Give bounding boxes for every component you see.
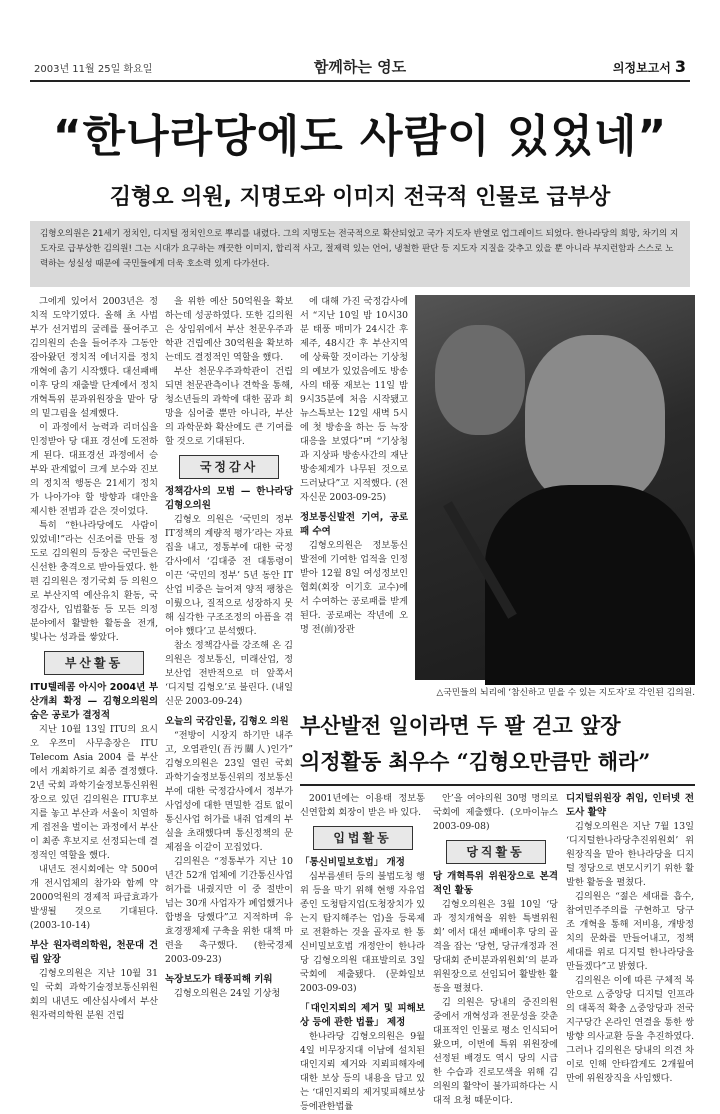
portrait-face	[525, 335, 665, 505]
column-2	[165, 295, 293, 1001]
paragraph: 심부름센터 등의 불법도청 행위 등을 막기 위해 현행 자유업종인 도청탐지업(도청장치가 있는지 탐지해주는 업)을 등록제로 전환하는 것을 골자로 한 통신비밀보호법 개정안이 한나라당 김형오의원 대표발의로 3일 국회에 제출됐다. (문화일보 2003-09-03)	[300, 871, 425, 994]
paragraph: 에 대해 가진 국정감사에서 “지난 10일 밤 10시30분 태풍 매미가 24시간 후 제주, 48시간 후 부산지역에 상륙할 것이라는 기상청의 예보가 있었음에도 방송사의 태풍 재보는 11일 밤 9시35분에 처음 시작됐고 뉴스특보는 12일 새벽 5시에 첫 방송을 하는 등 늑장대응을 보였다”며 “기상청과 지상파 방송사간의 재난방송체계가 나무된 것으로 드러났다”고 지적했다. (전자신문 2003-09-25)	[300, 296, 408, 503]
divider	[300, 784, 695, 786]
paragraph: 그에게 있어서 2003년은 정치적 도약기였다. 올해 초 사법부가 선거법의 굴레를 풀어주고 김의원의 손을 들어주자 그동안 잠아왔던 정치적 에너지를 정치개혁에 촘기 시작했다. 대선패배 이후 당의 재출발 단계에서 정치개혁특위 분과위원장을 맡아 당의 밑그림을 설계했다.	[30, 296, 158, 419]
paragraph: 안’을 여야의원 30명 명의로 국회에 제출했다. (오마이뉴스 2003-09-08)	[433, 793, 558, 832]
issue-date: 2003년 11월 25일 화요일	[34, 64, 153, 75]
paragraph: 김의원은 이에 따른 구체적 복안으로 △중앙당 디지털 인프라의 대폭적 확충 △중앙당과 전국 지구당간 온라인 연결을 통한 쌍방향 의사교환 등을 추진하였다. 그러나 김의원은 당내의 의견 차이로 인해 안타깝게도 2개월여 만에 위원장직을 사임했다.	[566, 975, 694, 1084]
paragraph: 부산 천문우주과학관이 건립되면 천문관측이나 견학을 통해, 청소년들의 과학에 대한 꿈과 희망을 심어줄 뿐만 아니라, 부산의 과학문화 확산에도 큰 기여를 할 것으로 기대된다.	[165, 366, 293, 447]
section-title: 함께하는 영도	[313, 58, 407, 76]
subheading: 녹장보도가 태풍피해 키워	[165, 974, 273, 985]
subheading: 정보통신발전 기여, 공로패 수여	[300, 512, 408, 537]
paragraph: 을 위한 예산 50억원을 확보하는데 성공하였다. 또한 김의원은 상임위에서 부산 천문우주과학관 건립예산 30억원을 확보하는데도 결정적인 역할을 했다.	[165, 296, 293, 363]
portrait-photo	[415, 295, 695, 680]
feature-headline	[300, 708, 695, 780]
subheading: 오늘의 국감인물, 김형오 의원	[165, 716, 289, 727]
background-person	[435, 325, 525, 435]
section-tag-busan: 부산활동	[44, 651, 144, 675]
paragraph: 내년도 전시회에는 약 500여개 전시업체의 참가와 함께 약 2000억원의 경제적 파급효과가 발생될 것으로 기대된다. (2003-10-14)	[30, 864, 158, 931]
section-tag-party: 당직활동	[446, 840, 546, 864]
paragraph: 김의원은 “젊은 세대를 흡수, 참여민주주의를 구현하고 당구조 개혁을 통해 저비용, 개방정치의 문화를 만들어내고, 정책 세대를 위로 디지털 한나라당을 만들겠다”고 밝혔다.	[566, 891, 694, 972]
publication-name	[613, 57, 686, 76]
subheading: ITU텔레콤 아시아 2004년 부산개최 확정 — 김형오의원의 숨은 공로가 결정적	[30, 682, 158, 721]
paragraph: 2001년에는 이용태 정보통신연합회 회장이 받은 바 있다.	[300, 793, 425, 818]
photo-caption: △국민들의 뇌리에 ‘참신하고 믿을 수 있는 지도자’로 각인된 김의원.	[436, 688, 695, 698]
paragraph: 이 과정에서 능력과 리더십을 인정받아 당 대표 경선에 도전하게 된다. 대표경선 과정에서 승부와 관계없이 크게 보수와 진보의 정치적 행동은 21세기 정치가 나아가야 할 방향과 대안을 제시한 전범과 같은 것이었다.	[30, 422, 158, 517]
column-5	[433, 792, 558, 1108]
paragraph: 참소 정책감사를 강조해 온 김의원은 정보통신, 미래산업, 정보산업 전반적으로 더 앞쪽서 ‘디지털 김형오’로 불린다. (내일신문 2003-09-24)	[165, 640, 293, 707]
main-headline: “한나라당에도 사람이 있었네”	[52, 111, 668, 162]
page-header	[30, 52, 690, 82]
feature-headline-line1: 부산발전 일이라면 두 팔 걷고 앞장	[300, 713, 621, 738]
paragraph: 김형오의원은 3월 10일 ‘당과 정치개혁을 위한 특별위원회’ 에서 대선 패배이후 당의 골격을 잡는 ‘당헌, 당규개정과 전당대회 준비분과위원회’의 분과위원장으로 선임되어 활발한 활동을 펼쳤다.	[433, 899, 558, 994]
column-1	[30, 295, 158, 1023]
portrait-suit	[485, 485, 695, 685]
paragraph: 김형오의원은 24일 기상청	[174, 988, 281, 999]
section-tag-legislation: 입법활동	[313, 826, 413, 850]
subheading: 부산 원자력의학원, 천문대 건립 앞장	[30, 940, 158, 965]
subheadline: 김형오 의원, 지명도와 이미지 전국적 인물로 급부상	[109, 185, 611, 210]
lede-box: 김형오의원은 21세기 정치인, 디지털 정치인으로 뿌리를 내렸다. 그의 지명도는 전국적으로 확산되었고 국가 지도자 반열로 업그레이드 되었다. 한나라당의 희망, 차기의 지도자로 급부상한 김의원! 그는 시대가 요구하는 깨끗한 이미지, 합리적 사고, 절제력 있는 언어, 냉철한 판단 등 지도자 지질을 갖추고 있을 뿐 아니라 부지런함과 스스로 노력하는 성실성 때문에 국민들에게 더욱 호소력 있게 다가선다.	[30, 221, 690, 287]
subheading: 당 개혁특위 위원장으로 본격적인 활동	[433, 871, 558, 896]
paragraph: 김형오의원은 정보통신 발전에 기여한 업적을 인정받아 12월 8일 여성정보인협회(회장 이기호 교수)에서 수여하는 공로패를 받게 된다. 공로패는 작년에 오명 전(前)장관	[300, 540, 408, 635]
subheading: 「통신비밀보호법」 개정	[300, 857, 405, 868]
paragraph: “전방이 시장지 하기만 내주고, 오염관인(吾汚關人)인가” 김형오의원은 23일 열린 국회 과학기술정보통신위의 정보통신부에 대한 국정감사에서 정부가 사업성에 대한 면밀한 검토 없이 통신사업 허가를 내줘 업계의 부실을 초래했다며 통신정책의 문제점을 이같이 꼬집었다.	[165, 730, 293, 853]
feature-headline-line2: 의정활동 최우수 “김형오만큼만 해라”	[300, 749, 651, 774]
paragraph: 김 의원은 당내의 중진의원 중에서 개혁성과 전문성을 갖춘 대표적인 인물로 평소 인식되어 왔으며, 이번에 특위 위원장에 선정된 배경도 역시 당의 시급한 수습과 진로모색을 위해 김의원의 활약이 불가피하다는 시대적 요청 때문이다.	[433, 997, 558, 1106]
paragraph: 지난 10월 13일 ITU의 요시오 우쯔미 사무총장은 ITU Telecom Asia 2004 를 부산에서 개최하기로 최종 결정했다. 2년 국회 과학기술정보통신위원장으로 있던 김의원은 ITU후보지를 놓고 부산과 서울이 치열하게 접전을 벌이는 과정에서 부산이 최종 후보지로 선정되는데 결정적인 역할을 했다.	[30, 724, 158, 861]
column-4	[300, 792, 425, 1114]
paragraph: 한나라당 김형오의원은 9월 4일 비무장지대 이남에 설치된 대인지뢰 제거와 지뢰피해자에 대한 보상 등의 내용을 담고 있는 ‘대인지뢰의 제거및피해보상등에관한법률	[300, 1031, 425, 1112]
subheading: 「대인지뢰의 제거 및 피해보상 등에 관한 법률」 제정	[300, 1003, 425, 1028]
column-3	[300, 295, 408, 637]
paragraph: 김형오 의원은 ‘국민의 정부 IT정책의 계량적 평가’라는 자료집을 내고, 정통부에 대한 국정감사에서 ‘김대중 전 대통령이 이끈 ‘국민의 정부’ 5년 동안 IT산업 비중은 늘어져 양적 팽창은 이뤘으나, 질적으로 성장하지 못해 심각한 구조조정의 아픔을 겪어야 했다’고 분석했다.	[165, 514, 293, 637]
subheading: 디지털위원장 취임, 인터넷 전도사 활약	[566, 793, 694, 818]
section-tag-audit: 국정감사	[179, 455, 279, 479]
paragraph: 김의원은 “정통부가 지난 10년간 52개 업체에 기간통신사업 허가를 내줬지만 이 중 절반이 넘는 30개 사업자가 폐업했거나 합병을 당했다”고 지적하며 유효경쟁체제 구축을 위한 대책 마련을 촉구했다. (한국경제 2003-09-23)	[165, 856, 293, 965]
paragraph: 특히 “한나라당에도 사람이 있었네!”라는 신조어를 만들 정도로 김의원의 등장은 국민들은 신선한 충격으로 받아들였다. 한편 김의원은 정기국회 등 의원으로 부산지역 예산유치 환동, 국정감사, 입법활동 등 모든 의정분야에서 활발한 활동을 전개, 빛나는 성과를 쌓았다.	[30, 520, 158, 643]
subheading: 정책감사의 모범 — 한나라당 김형오의원	[165, 486, 293, 511]
page-number: 3	[674, 57, 686, 76]
publication-label: 의정보고서	[612, 61, 671, 75]
paragraph: 김형오의원은 지난 7월 13일 ‘디지털한나라당추진위원회’ 위원장직을 맡아 한나라당을 디지털 정당으로 변모시키기 위한 활발한 활동을 펼쳤다.	[566, 821, 694, 888]
paragraph: 김형오의원은 지난 10월 31일 국회 과학기술정보통신위원회의 내년도 예산심사에서 부산 원자력의학원 분원 건립	[30, 968, 158, 1021]
column-6	[566, 792, 694, 1086]
